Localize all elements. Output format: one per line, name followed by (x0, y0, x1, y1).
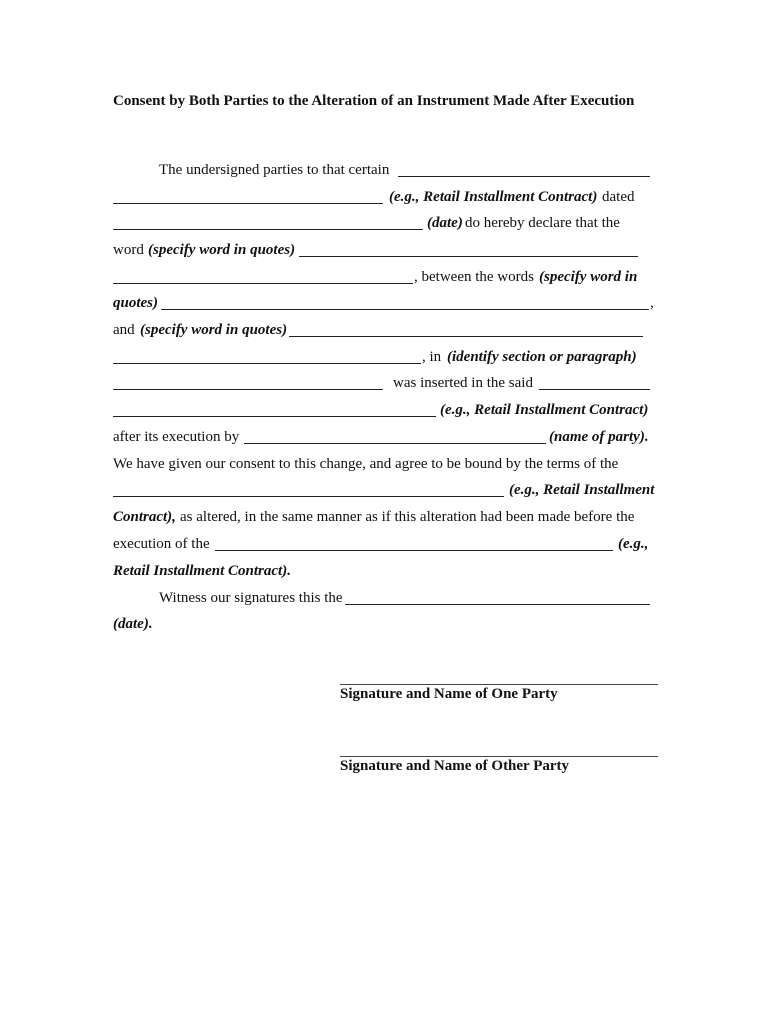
paragraph-line (113, 534, 658, 554)
paragraph-line (113, 373, 658, 393)
paragraph-line (113, 507, 658, 527)
date-hint: (date) (427, 215, 463, 231)
signature-line-one-party[interactable] (340, 684, 658, 685)
instrument-hint: (e.g., (618, 536, 649, 552)
instrument-blank[interactable] (113, 496, 504, 497)
paragraph-line (113, 267, 658, 287)
instrument-name-blank[interactable] (398, 176, 650, 177)
paragraph-line (113, 293, 658, 313)
paragraph-line (113, 347, 658, 367)
paragraph-line (113, 187, 658, 207)
witness-date-blank[interactable] (345, 604, 650, 605)
body-text: Witness our signatures this the (159, 590, 343, 606)
party-hint: (name of party). (549, 429, 649, 445)
paragraph-line (113, 160, 658, 180)
section-blank[interactable] (113, 363, 421, 364)
instrument-hint: Retail Installment Contract). (113, 563, 291, 579)
party-name-blank[interactable] (244, 443, 546, 444)
first-word-blank[interactable] (161, 309, 649, 310)
body-text: and (113, 322, 135, 338)
section-hint: (identify section or paragraph) (447, 349, 637, 365)
paragraph-line (113, 320, 658, 340)
date-hint: (date). (113, 616, 153, 632)
body-text: do hereby declare that the (465, 215, 620, 231)
section-blank-continued[interactable] (113, 389, 383, 390)
word-hint: (specify word in quotes) (140, 322, 288, 338)
body-text: The undersigned parties to that certain (159, 162, 390, 178)
instrument-hint: (e.g., Retail Installment Contract) (440, 402, 649, 418)
second-word-blank[interactable] (289, 336, 643, 337)
body-text: , in (422, 349, 442, 365)
paragraph-line (113, 454, 658, 474)
paragraph-line (113, 240, 658, 260)
date-blank[interactable] (113, 229, 423, 230)
paragraph-line (113, 614, 658, 634)
body-text: word (113, 242, 144, 258)
instrument-blank[interactable] (215, 550, 613, 551)
instrument-hint: (e.g., Retail Installment Contract) (389, 189, 598, 205)
signature-label-other-party: Signature and Name of Other Party (340, 758, 570, 774)
document-title: Consent by Both Parties to the Alteration of an Instrument Made After Execution (113, 93, 635, 109)
instrument-hint: Contract), (113, 509, 176, 525)
word-hint: quotes) (113, 295, 158, 311)
paragraph-line (113, 213, 658, 233)
instrument-blank[interactable] (539, 389, 650, 390)
word-hint: (specify word in quotes) (148, 242, 296, 258)
signature-label-one-party: Signature and Name of One Party (340, 686, 558, 702)
paragraph-line (113, 480, 658, 500)
instrument-hint: (e.g., Retail Installment (509, 482, 655, 498)
body-text: dated (602, 189, 635, 205)
specified-word-blank[interactable] (299, 256, 638, 257)
specified-word-blank-continued[interactable] (113, 283, 413, 284)
instrument-name-blank-continued[interactable] (113, 203, 383, 204)
body-text: We have given our consent to this change, and agree to be bound by the terms of the (113, 456, 619, 472)
body-text: , (650, 295, 654, 311)
body-text: execution of the (113, 536, 210, 552)
paragraph-line (113, 427, 658, 447)
paragraph-line (113, 400, 658, 420)
paragraph-line (113, 561, 658, 581)
paragraph-line (113, 588, 658, 608)
body-text: after its execution by (113, 429, 240, 445)
signature-line-other-party[interactable] (340, 756, 658, 757)
body-text: was inserted in the said (393, 375, 533, 391)
word-hint: (specify word in (539, 269, 638, 285)
instrument-blank-continued[interactable] (113, 416, 436, 417)
body-text: as altered, in the same manner as if this alteration had been made before the (180, 509, 635, 525)
body-text: , between the words (414, 269, 534, 285)
